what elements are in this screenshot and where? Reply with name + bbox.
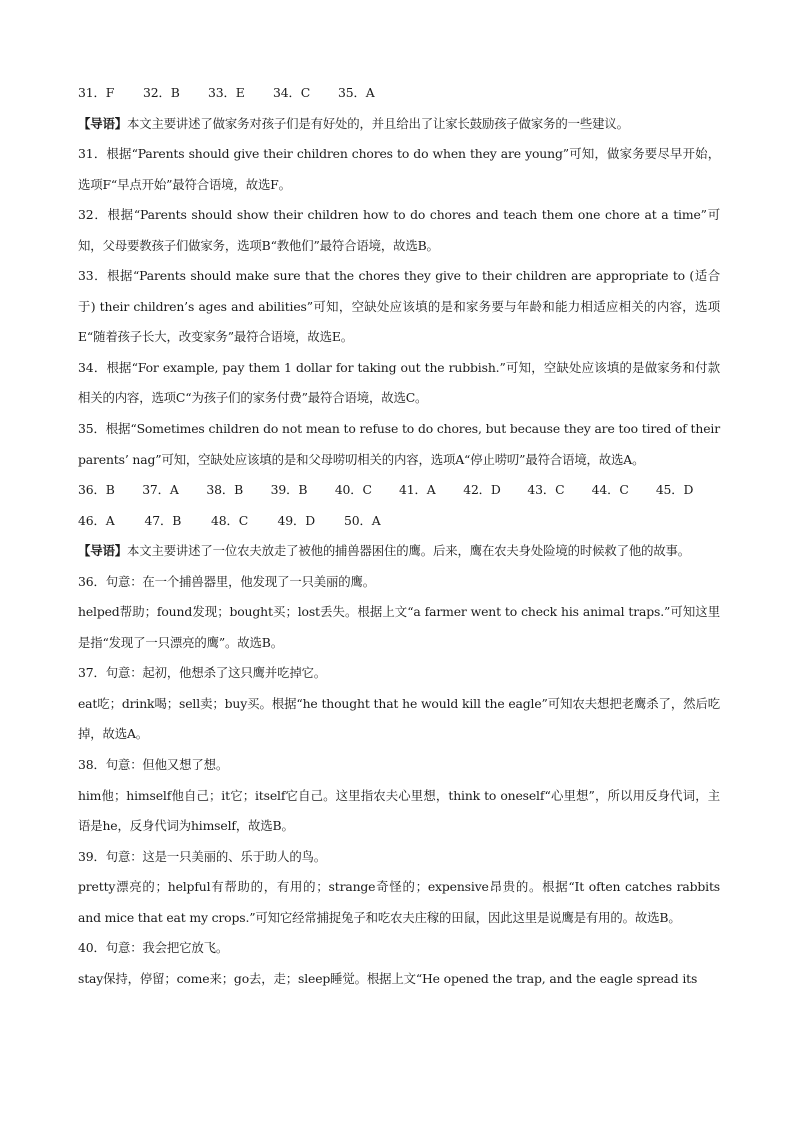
explanation-39: pretty漂亮的；helpful有帮助的，有用的；strange奇怪的；expensive昂贵的。根据“It often catches rabbits and mice that eat my crops.”可知它经常捕捉兔子和吃农夫庄稼的田鼠，因此这里是说鹰是有用的。故选B。 [78,879,720,925]
answer: 45．D [655,482,694,498]
answer: 47．B [144,512,182,528]
answer: 42．D [463,482,501,498]
sentence-meaning-38: 38．句意：但他又想了想。 [78,757,229,773]
answer: 40．C [334,482,372,498]
explanation-40: stay保持，停留；come来；go去，走；sleep睡觉。根据上文“He opened the trap, and the eagle spread its [78,970,698,986]
guide-paragraph-1 [78,109,720,140]
answer-row-31-35 [78,78,720,109]
explanation-37: eat吃；drink喝；sell卖；buy买。根据“he thought that he would kill the eagle”可知农夫想把老鹰杀了，然后吃掉，故选A。 [78,695,720,742]
answer-row-36-45 [78,475,720,506]
answer: 33．E [208,85,245,100]
guide-text: 本文主要讲述了一位农夫放走了被他的捕兽器困住的鹰。后来，鹰在农夫身处险境的时候救了他的故事。 [126,543,691,559]
answer: 48．C [211,512,249,528]
answer: 38．B [206,482,244,498]
sentence-meaning-36: 36．句意：在一个捕兽器里，他发现了一只美丽的鹰。 [78,573,376,589]
explanation-35: 35．根据“Sometimes children do not mean to refuse to do chores, but because they are too tired of their parents’ nag”可知，空缺处应该填的是和父母唠叨相关的内容，选项A“停止唠叨”最符合语境，故选A。 [78,421,720,467]
answer: 37．A [142,482,179,498]
guide-paragraph-2 [78,536,720,567]
explanation-34: 34．根据“For example, pay them 1 dollar for taking out the rubbish.”可知，空缺处应该填的是做家务和付款相关的内容，选项C“为孩子们的家务付费”最符合语境，故选C。 [78,359,720,406]
answer-row-46-50 [78,506,720,537]
answer: 36．B [78,482,115,498]
answer: 46．A [78,512,115,528]
answer: 49．D [277,512,315,528]
answer: 34．C [273,85,311,100]
answer: 31．F [78,85,115,100]
explanation-38: him他；himself他自己；it它；itself它自己。这里指农夫心里想，think to oneself“心里想”，所以用反身代词，主语是he，反身代词为himself，故选B。 [78,787,720,834]
answer: 39．B [270,482,308,498]
answer: 50．A [344,512,381,528]
explanation-33: 33．根据“Parents should make sure that the chores they give to their children are appropriate to (适合于) their children’s ages and abilities”可知，空缺处应该填的是和家务要与年龄和能力相适应相关的内容，选项E“随着孩子长大，改变家务”最符合语境，故选E。 [78,268,720,345]
answer: 43．C [527,482,565,498]
explanation-32: 32．根据“Parents should show their children how to do chores and teach them one chore at a time”可知，父母要教孩子们做家务，选项B“教他们”最符合语境，故选B。 [78,207,720,253]
document-page [78,78,720,994]
answer: 35．A [338,85,375,100]
answer: 32．B [143,85,180,100]
sentence-meaning-39: 39．句意：这是一只美丽的、乐于助人的鸟。 [78,848,327,864]
sentence-meaning-37: 37．句意：起初，他想杀了这只鹰并吃掉它。 [78,665,327,681]
guide-text: 本文主要讲述了做家务对孩子们是有好处的，并且给出了让家长鼓励孩子做家务的一些建议。 [126,115,629,131]
sentence-meaning-40: 40．句意：我会把它放飞。 [78,940,229,956]
answer: 41．A [399,482,436,498]
guide-tag: 【导语】 [78,543,127,559]
answer: 44．C [591,482,629,498]
explanation-36: helped帮助；found发现；bought买；lost丢失。根据上文“a farmer went to check his animal traps.”可知这里是指“发现了一只漂亮的鹰”。故选B。 [78,604,720,650]
explanation-31: 31．根据“Parents should give their children chores to do when they are young”可知，做家务要尽早开始，选项F“早点开始”最符合语境，故选F。 [78,146,720,192]
guide-tag: 【导语】 [78,115,127,131]
